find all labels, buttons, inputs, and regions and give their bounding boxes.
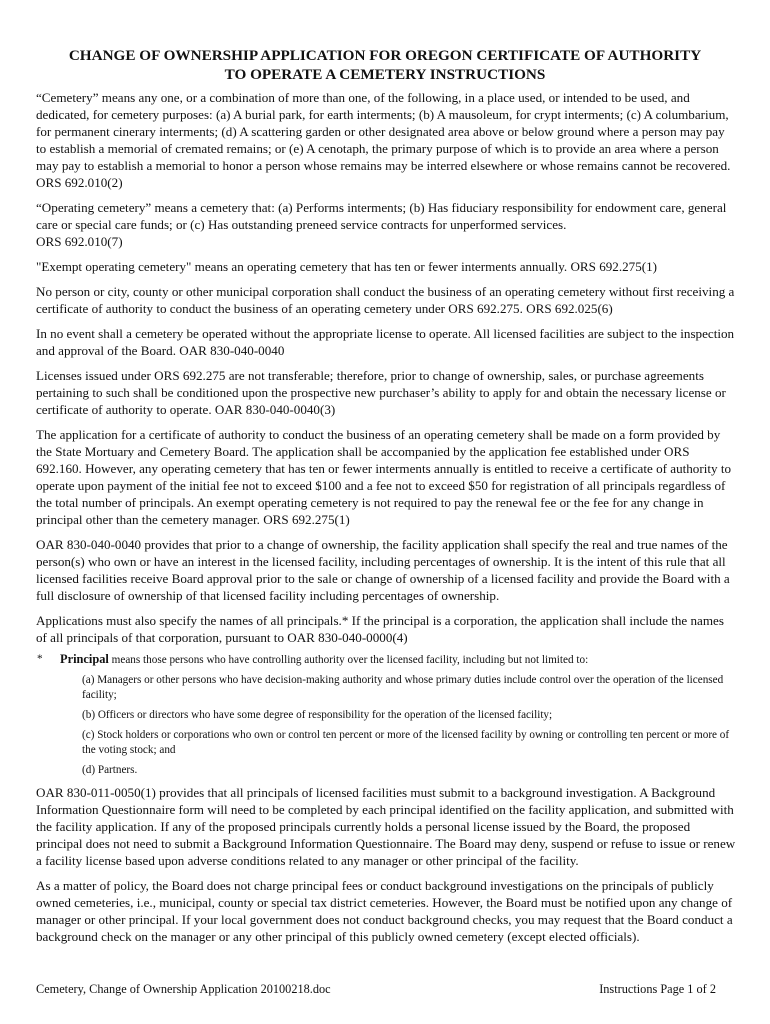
paragraph-certificate-requirement: No person or city, county or other municipal corporation shall conduct the business of an operating cemetery without first receiving a certificate of authority to conduct the business of an operating cemetery under ORS 692.275. ORS 692.025(6) — [36, 284, 735, 316]
paragraph-license-requirement: In no event shall a cemetery be operated without the appropriate license to operate. All licensed facilities are subject to the inspection and approval of the Board. OAR 830-040-0040 — [36, 326, 735, 358]
operating-cemetery-citation: ORS 692.010(7) — [36, 234, 123, 249]
title-line-2: TO OPERATE A CEMETERY INSTRUCTIONS — [224, 66, 546, 83]
principal-item-a: (a) Managers or other persons who have decision-making authority and whose primary duties include control over the operation of the licensed facility; — [82, 674, 724, 701]
paragraph-public-cemeteries: As a matter of policy, the Board does not charge principal fees or conduct background investigations on the principals of publicly owned cemeteries, i.e., municipal, county or special tax district cemeteries. However, the Board must be notified upon any change of manager or other principal. If your local government does not conduct background checks, you may request that the Board conduct a background check on the manager or any other principal of this publicly owned cemetery (except elected officials). — [36, 878, 733, 944]
principal-term: Principal — [60, 652, 109, 666]
paragraph-exempt-operating-cemetery: "Exempt operating cemetery" means an operating cemetery that has ten or fewer interments annually. ORS 692.275(1) — [36, 259, 658, 274]
footer-filename: Cemetery, Change of Ownership Application 20100218.doc — [36, 982, 331, 996]
principal-item-c: (c) Stock holders or corporations who own or control ten percent or more of the licensed facility by owning or controlling ten percent or more of the voting stock; and — [82, 729, 730, 756]
paragraph-principals: Applications must also specify the names of all principals.* If the principal is a corporation, the application shall include the names of all principals of that corporation, pursuant to OAR 830-040-0000(4) — [36, 613, 724, 645]
operating-cemetery-text: “Operating cemetery” means a cemetery that: (a) Performs interments; (b) Has fiduciary responsibility for endowment care, general care or special care funds; or (c) Has outstanding preneed service contracts for unperformed services. — [36, 200, 727, 232]
principal-definition-text: means those persons who have controlling authority over the licensed facility, including but not limited to: — [108, 654, 589, 666]
paragraph-application-fees: The application for a certificate of authority to conduct the business of an operating cemetery shall be made on a form provided by the State Mortuary and Cemetery Board. The application shall be accompanied by the application fee established under ORS 692.160. However, any operating cemetery that has ten or fewer interments annually is entitled to receive a certificate of authority to operate upon payment of the initial fee not to exceed $100 and a fee not to exceed $50 for registration of all principals regardless of the total number of principals. An exempt operating cemetery is not required to pay the renewal fee or the fee for any change in principal other than the cemetery manager. ORS 692.275(1) — [36, 427, 731, 527]
footer-page-number: Instructions Page 1 of 2 — [599, 982, 716, 996]
page-title — [36, 46, 734, 84]
paragraph-background-investigation: OAR 830-011-0050(1) provides that all principals of licensed facilities must submit to a background investigation. A Background Information Questionnaire form will need to be completed by each principal identified on the facility application, and submitted with the facility application. If any of the proposed principals currently holds a personal license issued by the Board, the proposed principal does not need to submit a Background Information Questionnaire. The Board may deny, suspend or refuse to issue or renew a facility license based upon adverse conditions related to any manager or other principal of the facility. — [36, 785, 736, 868]
document-body — [36, 89, 738, 953]
principal-definition — [60, 652, 588, 668]
principal-item-b: (b) Officers or directors who have some degree of responsibility for the operation of the licensed facility; — [82, 709, 553, 721]
paragraph-license-transfer: Licenses issued under ORS 692.275 are not transferable; therefore, prior to change of ownership, sales, or purchase agreements pertaining to such shall be conditioned upon the prospective new purchaser’s ability to apply for and obtain the necessary license or certificate of authority to operate. OAR 830-040-0040(3) — [36, 368, 726, 417]
asterisk-marker: * — [37, 653, 43, 665]
principal-note — [36, 652, 738, 668]
title-line-1: CHANGE OF OWNERSHIP APPLICATION FOR OREGON CERTIFICATE OF AUTHORITY — [68, 47, 702, 64]
paragraph-ownership-disclosure: OAR 830-040-0040 provides that prior to a change of ownership, the facility application shall specify the real and true names of the person(s) who own or have an interest in the licensed facility, including percentages of ownership. It is the intent of this rule that all licensed facilities receive Board approval prior to the sale or change of ownership of a licensed facility and provide the Board with a full disclosure of ownership of that licensed facility including percentages of ownership. — [36, 537, 730, 603]
page-footer — [36, 982, 716, 997]
paragraph-cemetery-definition: “Cemetery” means any one, or a combination of more than one, of the following, in a place used, or intended to be used, and dedicated, for cemetery purposes: (a) A burial park, for earth interments; (b) A mausoleum, for crypt interments; (c) A columbarium, for permanent cinerary interments; (d) A scattering garden or other designated area above or below ground where a person may pay to establish a memorial of cremated remains; or (e) A cenotaph, the primary purpose of which is to provide an area where a person may pay to establish a memorial to honor a person whose remains may be interred elsewhere or whose remains cannot be recovered. ORS 692.010(2) — [36, 90, 731, 190]
principal-item-d: (d) Partners. — [82, 764, 138, 776]
paragraph-operating-cemetery — [36, 199, 738, 250]
